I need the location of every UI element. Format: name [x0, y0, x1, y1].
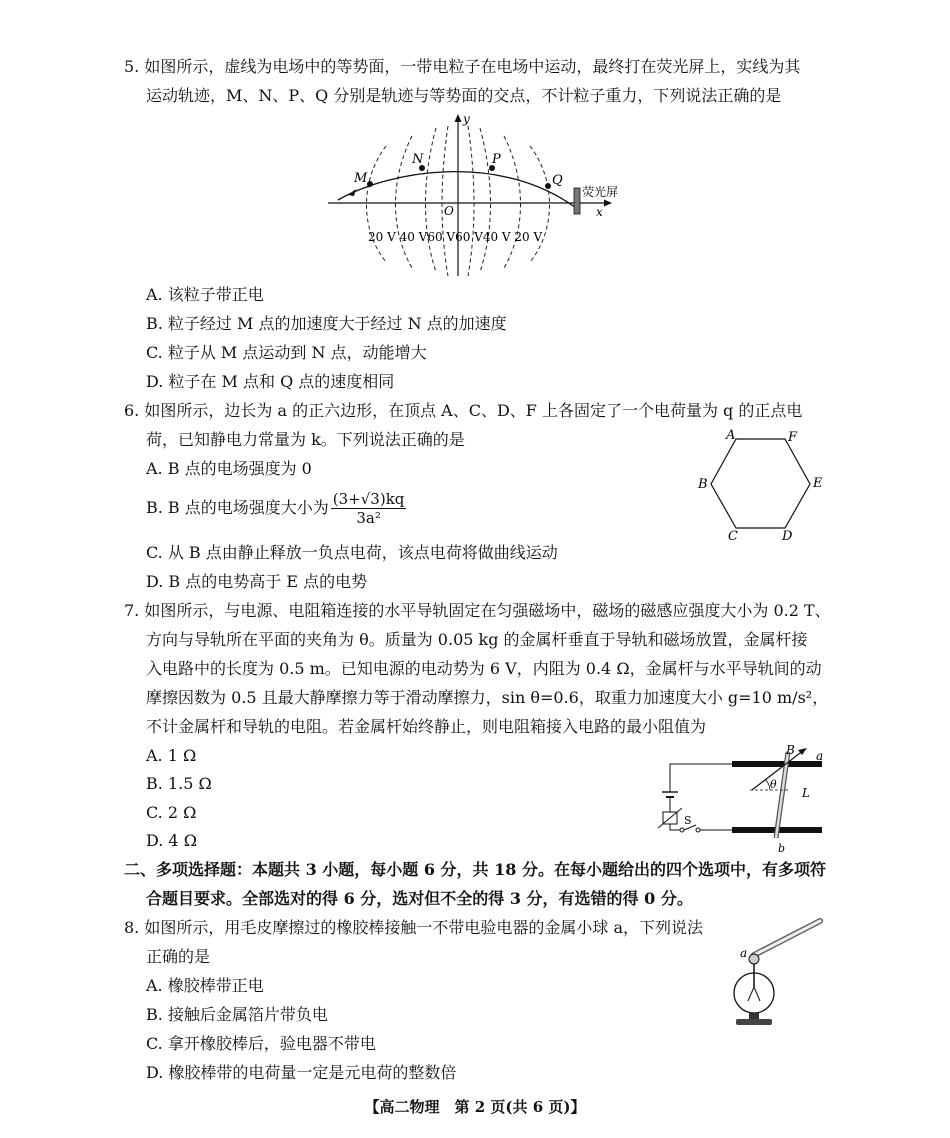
q6-stem-line2: 荷，已知静电力常量为 k。下列说法正确的是	[146, 430, 465, 449]
q7-stem-line2: 方向与导轨所在平面的夹角为 θ。质量为 0.05 kg 的金属杆垂直于导轨和磁场放置，金属杆接	[146, 630, 808, 649]
page-footer: 【高二物理 第 2 页(共 6 页)】	[364, 1098, 586, 1116]
q8-stem-line2: 正确的是	[146, 947, 211, 966]
vertex-e-label: E	[813, 476, 823, 491]
q6-option-d: D. B 点的电势高于 E 点的电势	[146, 572, 368, 591]
q8-stem-line1: 8. 如图所示，用毛皮摩擦过的橡胶棒接触一不带电验电器的金属小球 a，下列说法	[124, 918, 703, 937]
q5-equipotential-figure	[320, 110, 640, 280]
fraction-numerator: (3+√3)kq	[332, 490, 405, 508]
q7-option-c: C. 2 Ω	[146, 803, 197, 822]
point-n-label: N	[412, 152, 424, 167]
q5-stem-line1: 5. 如图所示，虚线为电场中的等势面，一带电粒子在电场中运动，最终打在荧光屏上，实线为其	[124, 57, 801, 76]
angle-theta-label: θ	[770, 778, 777, 791]
q7-stem-line3: 入电路中的长度为 0.5 m。已知电源的电动势为 6 V，内阻为 0.4 Ω，金属杆与水平导轨间的动	[146, 659, 822, 678]
y-axis-label: y	[463, 112, 470, 126]
point-q-label: Q	[552, 173, 563, 188]
switch-label: S	[684, 814, 692, 827]
origin-label: O	[444, 204, 454, 218]
q7-stem-line5: 不计金属杆和导轨的电阻。若金属杆始终静止，则电阻箱接入电路的最小阻值为	[146, 717, 707, 736]
b-field-label: B	[786, 743, 795, 757]
point-m-label: M	[354, 171, 368, 186]
q7-option-b: B. 1.5 Ω	[146, 774, 212, 793]
vertex-a-label: A	[726, 428, 736, 443]
q5-stem-line2: 运动轨迹，M、N、P、Q 分别是轨迹与等势面的交点，不计粒子重力，下列说法正确的是	[146, 86, 782, 105]
q5-option-d: D. 粒子在 M 点和 Q 点的速度相同	[146, 372, 395, 391]
q8-option-a: A. 橡胶棒带正电	[146, 976, 264, 995]
vertex-c-label: C	[728, 529, 738, 544]
q8-option-d: D. 橡胶棒带的电荷量一定是元电荷的整数倍	[146, 1063, 457, 1082]
vertex-f-label: F	[788, 430, 798, 445]
q7-option-d: D. 4 Ω	[146, 831, 197, 850]
rod-end-b-label: b	[778, 842, 786, 855]
q7-stem-line4: 摩擦因数为 0.5 且最大静摩擦力等于滑动摩擦力，sin θ=0.6，取重力加速度大小 g=10 m/s²，	[146, 688, 829, 707]
q6-hexagon-figure	[692, 426, 832, 544]
q7-stem-line1: 7. 如图所示，与电源、电阻箱连接的水平导轨固定在匀强磁场中，磁场的磁感应强度大小为 0.2 T、	[124, 601, 831, 620]
q6-option-c: C. 从 B 点由静止释放一负点电荷，该点电荷将做曲线运动	[146, 543, 558, 562]
screen-label: 荧光屏	[582, 185, 619, 199]
vertex-d-label: D	[782, 529, 793, 544]
point-p-label: P	[492, 152, 501, 167]
q6-option-a: A. B 点的电场强度为 0	[146, 459, 312, 478]
x-axis-label: x	[596, 205, 603, 219]
length-l-label: L	[802, 786, 810, 800]
q8-option-b: B. 接触后金属箔片带负电	[146, 1005, 328, 1024]
q8-electroscope-figure	[722, 915, 832, 1035]
fraction-denominator: 3a²	[356, 509, 381, 527]
q8-option-c: C. 拿开橡胶棒后，验电器不带电	[146, 1034, 376, 1053]
section2-heading-line1: 二、多项选择题：本题共 3 小题，每小题 6 分，共 18 分。在每小题给出的四个选项中，有多项符	[124, 860, 826, 879]
q5-option-c: C. 粒子从 M 点运动到 N 点，动能增大	[146, 343, 427, 362]
q5-option-b: B. 粒子经过 M 点的加速度大于经过 N 点的加速度	[146, 314, 507, 333]
q6-option-b-fraction	[331, 490, 407, 527]
rod-end-a-label: a	[816, 749, 824, 763]
q7-option-a: A. 1 Ω	[146, 746, 197, 765]
ball-a-label: a	[740, 946, 748, 960]
potential-labels: 20 V 40 V60 V60 V40 V 20 V	[368, 230, 543, 244]
q6-stem-line1: 6. 如图所示，边长为 a 的正六边形，在顶点 A、C、D、F 上各固定了一个电荷量为 q 的正点电	[124, 401, 803, 420]
q7-circuit-figure	[630, 742, 830, 860]
q6-option-b-text: B. B 点的电场强度大小为	[146, 498, 329, 517]
vertex-b-label: B	[698, 477, 708, 492]
q5-option-a: A. 该粒子带正电	[146, 285, 264, 304]
q6-option-b	[146, 490, 406, 527]
section2-heading-line2: 合题目要求。全部选对的得 6 分，选对但不全的得 3 分，有选错的得 0 分。	[146, 889, 693, 908]
